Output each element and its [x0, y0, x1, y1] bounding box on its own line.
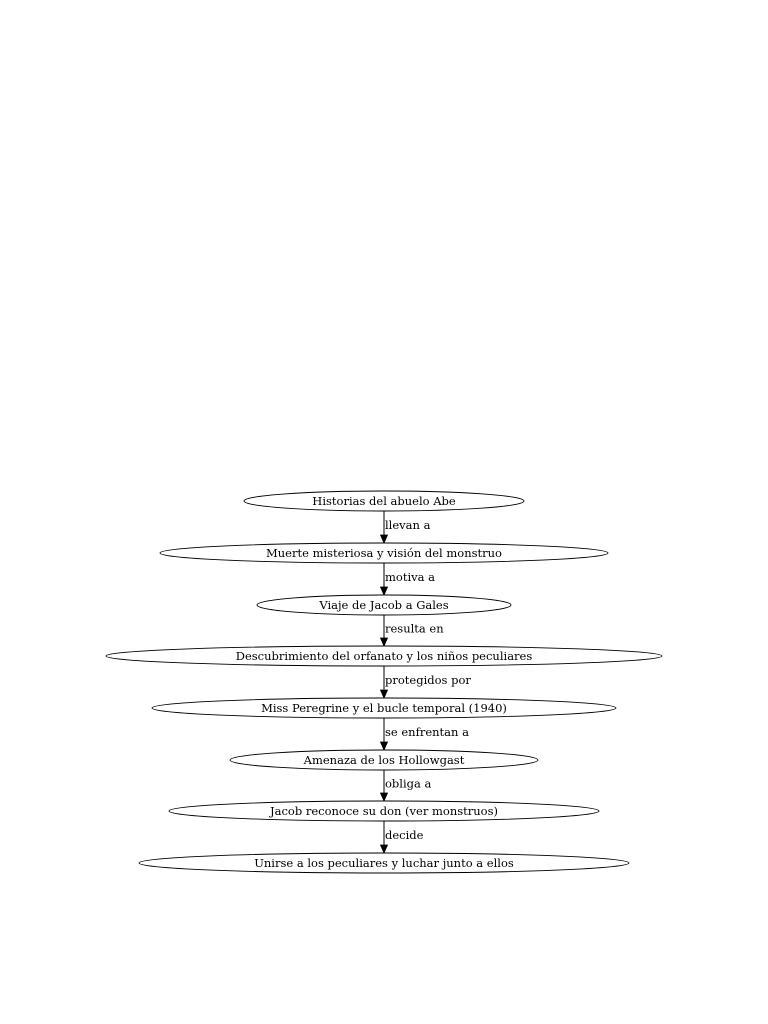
flow-edge: [381, 563, 436, 595]
flow-edge: [381, 615, 445, 646]
node-label: Unirse a los peculiares y luchar junto a ellos: [254, 856, 514, 870]
flow-node: [244, 491, 524, 511]
edge-label: decide: [385, 828, 424, 842]
flow-edge: [381, 718, 470, 750]
edge-label: obliga a: [385, 776, 432, 791]
arrowhead-icon: [381, 638, 388, 646]
arrowhead-icon: [381, 742, 388, 750]
flow-edge: [381, 821, 424, 853]
arrowhead-icon: [381, 793, 388, 801]
flow-node: [257, 595, 511, 615]
arrowhead-icon: [381, 587, 388, 595]
flow-edge: [381, 511, 431, 543]
flow-edge: [381, 770, 432, 801]
flow-node: [230, 750, 538, 770]
edge-label: protegidos por: [385, 673, 471, 687]
flow-node: [169, 801, 599, 821]
node-label: Muerte misteriosa y visión del monstruo: [266, 546, 502, 560]
edge-label: resulta en: [385, 621, 444, 636]
node-label: Viaje de Jacob a Gales: [319, 598, 449, 612]
edge-label: llevan a: [385, 518, 431, 532]
node-label: Historias del abuelo Abe: [312, 494, 456, 508]
node-label: Miss Peregrine y el bucle temporal (1940): [261, 701, 507, 715]
node-label: Amenaza de los Hollowgast: [303, 753, 465, 767]
node-label: Jacob reconoce su don (ver monstruos): [270, 804, 498, 818]
arrowhead-icon: [381, 535, 388, 543]
flow-node: [106, 646, 662, 666]
edge-label: se enfrentan a: [385, 725, 469, 739]
edge-label: motiva a: [385, 570, 435, 584]
flow-node: [139, 853, 629, 873]
arrowhead-icon: [381, 845, 388, 853]
arrowhead-icon: [381, 690, 388, 698]
flow-node: [160, 543, 608, 563]
flow-edge: [381, 666, 472, 698]
flow-node: [152, 698, 616, 718]
node-label: Descubrimiento del orfanato y los niños peculiares: [235, 649, 533, 663]
